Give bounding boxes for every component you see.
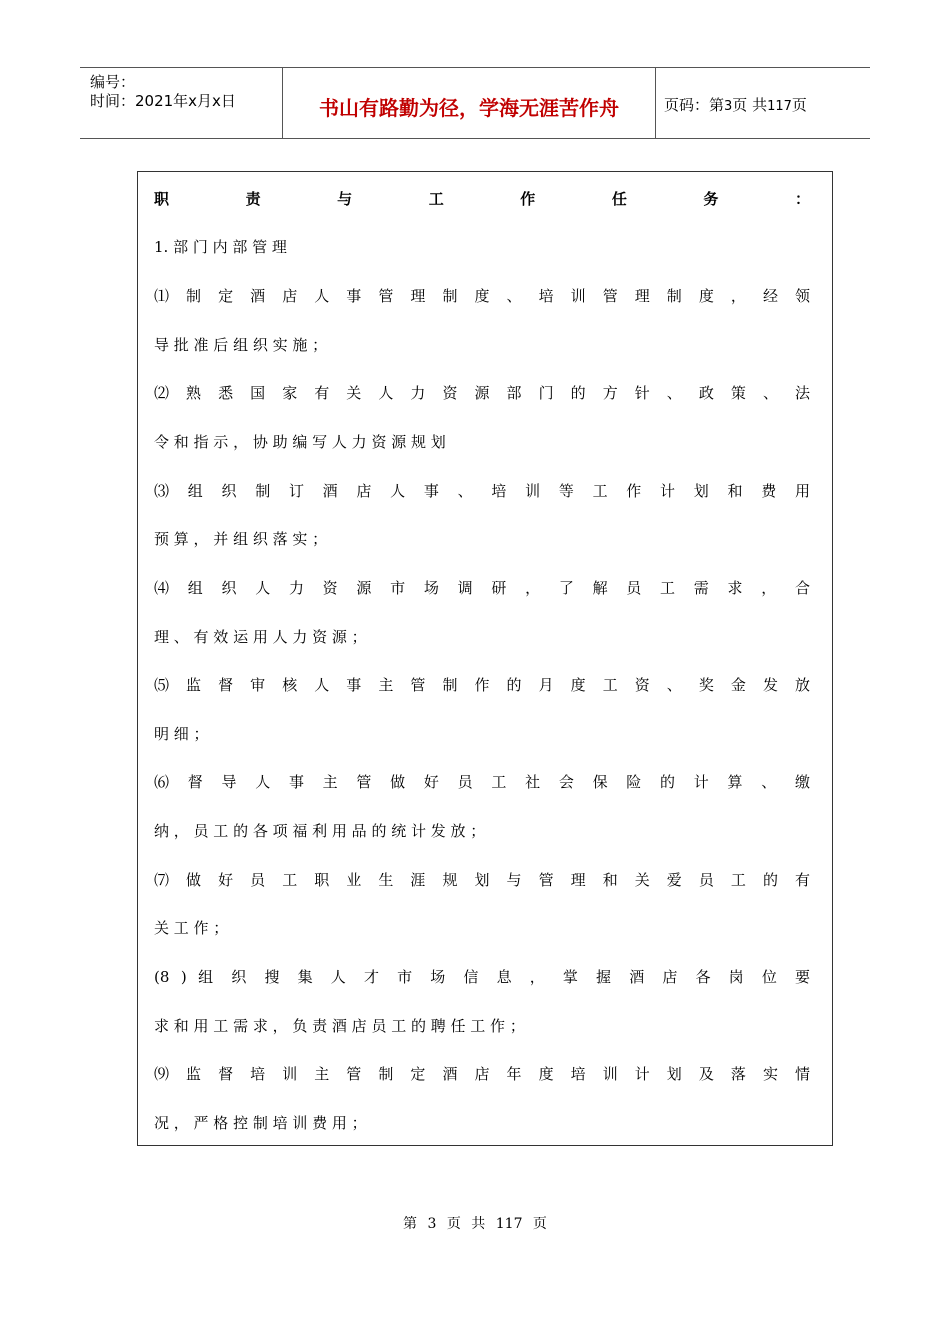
- header-middle-cell: [282, 68, 656, 138]
- page-prefix: 页码：第: [664, 96, 725, 114]
- content-line: (8 ) 组 织 搜 集 人 才 市 场 信 息 ， 掌 握 酒 店 各 岗 位 要: [154, 968, 810, 986]
- content-line: ⑸ 监 督 审 核 人 事 主 管 制 作 的 月 度 工 资 、 奖 金 发 放: [154, 676, 810, 694]
- content-line: ⑵ 熟 悉 国 家 有 关 人 力 资 源 部 门 的 方 针 、 政 策 、 法: [154, 384, 810, 402]
- content-line: ⑼ 监 督 培 训 主 管 制 定 酒 店 年 度 培 训 计 划 及 落 实 情: [154, 1065, 810, 1083]
- page-current: 3: [724, 99, 733, 114]
- content-line: 导 批 准 后 组 织 实 施 ；: [154, 336, 328, 354]
- header-left-cell: [80, 68, 282, 138]
- content-line: ⑹ 督 导 人 事 主 管 做 好 员 工 社 会 保 险 的 计 算 、 缴: [154, 773, 810, 791]
- content-line: 预 算 ， 并 组 织 落 实 ；: [154, 530, 328, 548]
- content-line: 况 ， 严 格 控 制 培 训 费 用 ；: [154, 1114, 367, 1132]
- document-header: [80, 67, 870, 139]
- page-suffix: 页: [791, 96, 807, 114]
- page-footer: 第 3 页 共 117 页: [403, 1216, 547, 1232]
- section-title: 职 责 与 工 作 任 务 ：: [154, 190, 810, 208]
- content-box: [137, 171, 833, 1146]
- content-line: 纳 ， 员 工 的 各 项 福 利 用 品 的 统 计 发 放 ；: [154, 822, 486, 840]
- content-line: ⑷ 组 织 人 力 资 源 市 场 调 研 ， 了 解 员 工 需 求 ， 合: [154, 579, 810, 597]
- content-line: 令 和 指 示 ， 协 助 编 写 人 力 资 源 规 划: [154, 433, 446, 451]
- document-date: 时间：2021年x月x日: [90, 92, 236, 110]
- content-line: ⑴ 制 定 酒 店 人 事 管 理 制 度 、 培 训 管 理 制 度 ， 经 领: [154, 287, 810, 305]
- content-line: 求 和 用 工 需 求 ， 负 责 酒 店 员 工 的 聘 任 工 作 ；: [154, 1017, 525, 1035]
- content-line: ⑶ 组 织 制 订 酒 店 人 事 、 培 训 等 工 作 计 划 和 费 用: [154, 482, 810, 500]
- content-line: 明 细 ；: [154, 725, 209, 743]
- content-line: 1. 部 门 内 部 管 理: [154, 238, 287, 256]
- header-slogan: 书山有路勤为径，学海无涯苦作舟: [319, 96, 619, 120]
- content-line: 关 工 作 ；: [154, 919, 229, 937]
- page-mid: 页 共: [732, 96, 768, 114]
- page-total: 117: [767, 99, 792, 114]
- content-line: 理 、 有 效 运 用 人 力 资 源 ；: [154, 628, 367, 646]
- header-page-info: [664, 94, 807, 115]
- content-line: ⑺ 做 好 员 工 职 业 生 涯 规 划 与 管 理 和 关 爱 员 工 的 有: [154, 871, 810, 889]
- header-right-cell: [656, 68, 870, 138]
- document-code-label: 编号：: [90, 73, 136, 91]
